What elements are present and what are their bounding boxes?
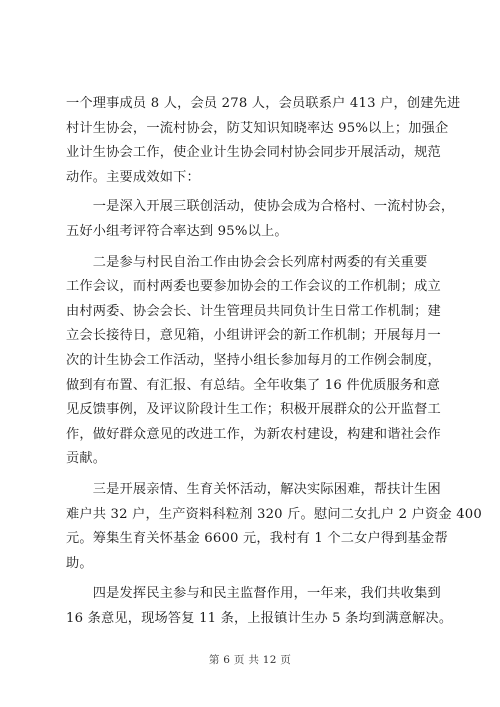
- text-line: 次的计生协会工作活动，坚持小组长参加每月的工作例会制度，: [66, 352, 441, 368]
- paragraph-point-two: [66, 251, 441, 472]
- text-line: 五好小组考评符合率达到 95%以上。: [66, 223, 288, 239]
- text-line: 工作会议，而村两委也要参加协会的工作会议的工作机制；成立: [66, 279, 441, 295]
- text-line: 一是深入开展三联创活动，使协会成为合格村、一流村协会，: [66, 199, 455, 215]
- text-line: 贡献。: [66, 451, 107, 467]
- text-line: 作，做好群众意见的改进工作，为新农村建设，构建和谐社会作: [66, 426, 441, 442]
- text-line: 立会长接待日，意见箱，小组讲评会的新工作机制；开展每月一: [66, 328, 441, 344]
- paragraph-point-three: [66, 478, 482, 576]
- text-line: 四是发挥民主参与和民主监督作用，一年来，我们共收集到: [66, 586, 441, 602]
- paragraph-point-four: [66, 582, 453, 631]
- text-line: 16 条意见，现场答复 11 条，上报镇计生办 5 条均到满意解决。: [66, 610, 453, 626]
- text-line: 动作。主要成效如下：: [66, 169, 200, 185]
- text-line: 难户共 32 户，生产资料科粒剂 320 斤。慰问二女扎户 2 户资金 400: [66, 506, 482, 522]
- text-line: 一个理事成员 8 人，会员 278 人，会员联系户 413 户，创建先进: [66, 96, 461, 111]
- text-line: 由村两委、协会会长、计生管理员共同负计生日常工作机制；建: [66, 303, 441, 319]
- text-line: 元。筹集生育关怀基金 6600 元，我村有 1 个二女户得到基金帮: [66, 531, 448, 547]
- text-line: 村计生协会，一流村协会，防艾知识知晓率达 95%以上；加强企: [66, 120, 449, 136]
- paragraph-intro: [66, 92, 461, 190]
- page-footer: 第 6 页 共 12 页: [208, 654, 292, 666]
- text-line: 见反馈事例，及评议阶段计生工作；积极开展群众的公开监督工: [66, 402, 441, 418]
- paragraph-point-one: [66, 195, 455, 244]
- text-line: 三是开展亲情、生育关怀活动，解决实际困难，帮扶计生困: [66, 481, 441, 497]
- text-line: 二是参与村民自治工作由协会会长列席村两委的有关重要: [66, 254, 428, 270]
- text-line: 助。: [66, 555, 93, 571]
- text-line: 业计生协会工作，使企业计生协会同村协会同步开展活动，规范: [66, 145, 441, 161]
- text-line: 做到有布置、有汇报、有总结。全年收集了 16 件优质服务和意: [66, 377, 441, 393]
- document-body: [66, 92, 482, 631]
